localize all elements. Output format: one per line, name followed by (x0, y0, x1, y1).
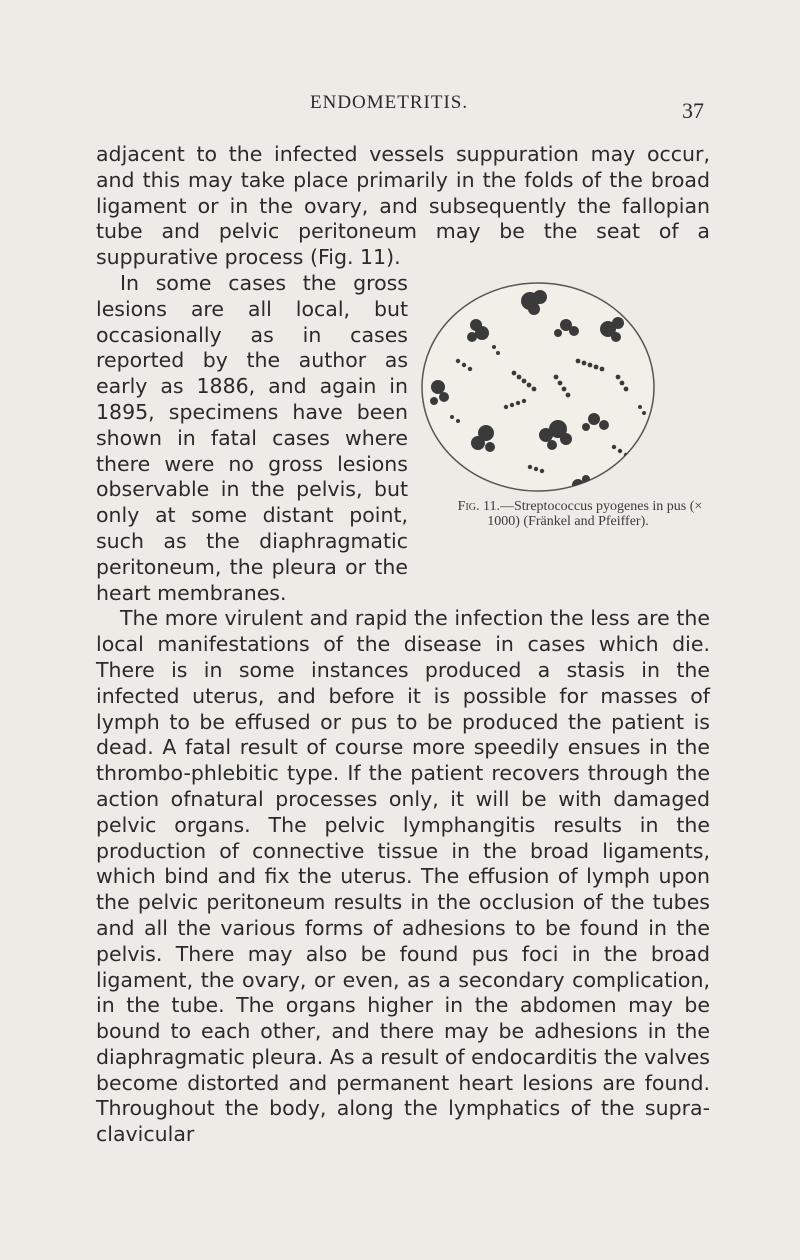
page-header (0, 92, 800, 122)
micrograph-field (422, 283, 654, 491)
micrograph-image (418, 277, 718, 507)
figure-caption-text: —Streptococcus pyogenes in pus (× 1000) (Fränkel and Pfeiffer). (487, 498, 703, 529)
paragraph-2 (96, 271, 710, 606)
figure-label: Fig. 11. (457, 498, 500, 514)
figure-11 (418, 277, 718, 567)
body-text (96, 142, 710, 1148)
running-head: ENDOMETRITIS. (310, 92, 469, 113)
paragraph-3: The more virulent and rapid the infection the less are the local manifestations of the disease in cases which die. There is in some instances produced a stasis in the infected uterus, and before it is possible for masses of lymph to be effused or pus to be produced the patient is dead. A fatal result of course more speedily ensues in the thrombo-phlebitic type. If the patient recovers through the action ofnatural processes only, it will be with damaged pelvic organs. The pelvic lymphangitis results in the production of connective tissue in the broad ligaments, which bind and fix the uterus. The effusion of lymph upon the pelvic peritoneum results in the occlusion of the tubes and all the various forms of adhesions to be found in the pelvis. There may also be found pus foci in the broad ligament, the ovary, or even, as a secondary complication, in the tube. The organs higher in the abdomen may be bound to each other, and there may be adhesions in the diaphragmatic pleura. As a result of endocarditis the valves become distorted and permanent heart lesions are found. Throughout the body, along the lymphatics of the supra-clavicular (96, 606, 710, 1147)
paragraph-1: adjacent to the infected vessels suppuration may occur, and this may take place primarily in the folds of the broad ligament or in the ovary, and subsequently the fallopian tube and pelvic peritoneum may be the seat of a suppurative process (Fig. 11). (96, 142, 710, 270)
paragraph-2-text: In some cases the gross lesions are all local, but occasionally as in cases reported by the author as early as 1886, and again in 1895, specimens have been shown in fatal cases where there were no gross lesions observable in the pelvis, but only at some distant point, such as the diaphragmatic peritoneum, the pleura or the heart membranes. (96, 270, 408, 605)
figure-caption (418, 499, 718, 529)
page-number: 37 (682, 98, 704, 123)
